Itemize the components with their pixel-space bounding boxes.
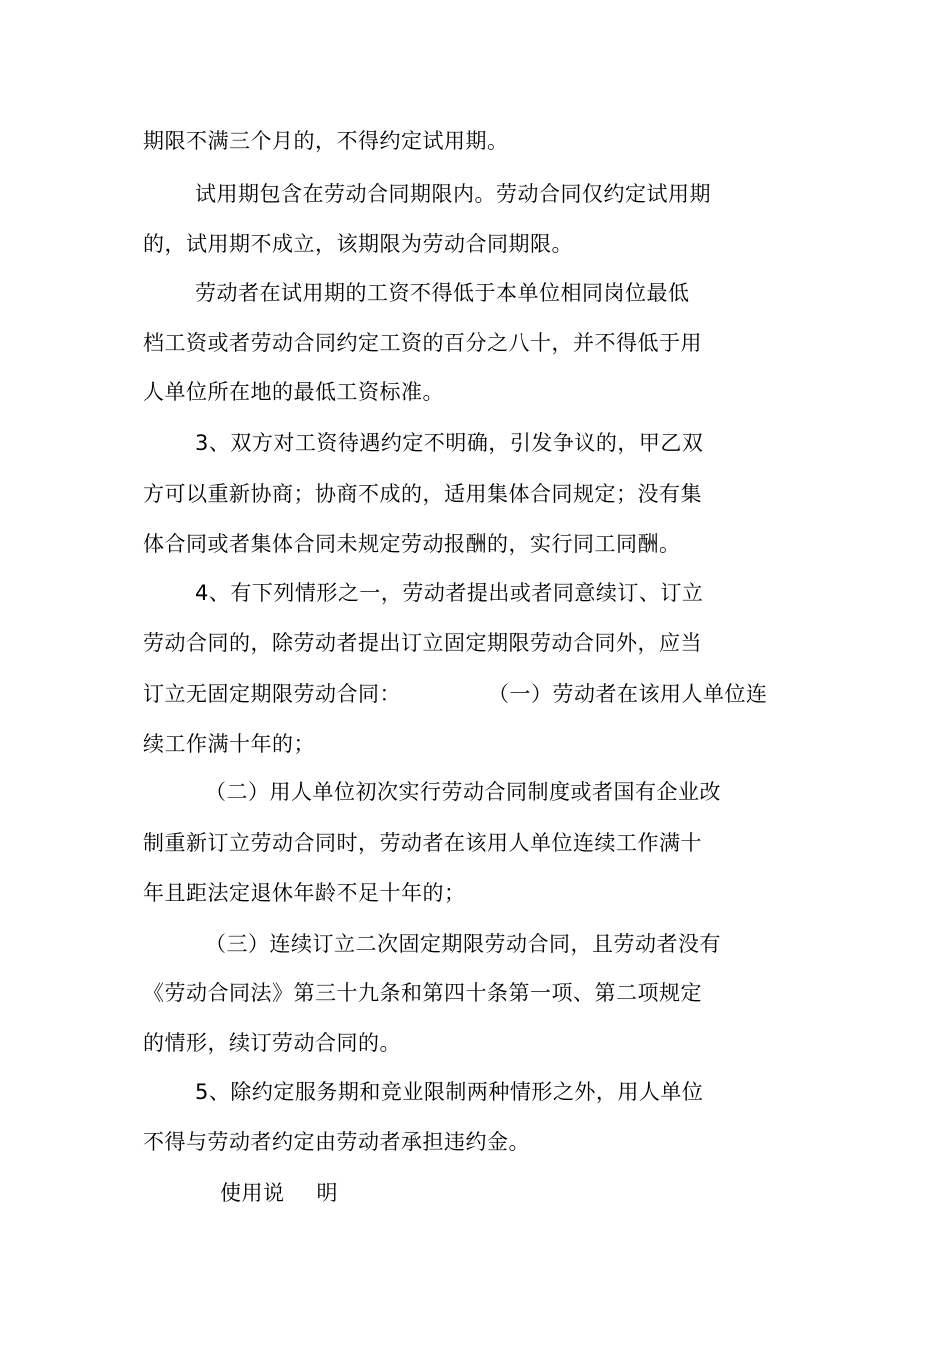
paragraph-line: 的情形，续订劳动合同的。 <box>143 1031 401 1055</box>
paragraph-line: 3、双方对工资待遇约定不明确，引发争议的，甲乙双 <box>195 431 704 455</box>
paragraph-line: 订立无固定期限劳动合同： <box>143 682 401 706</box>
paragraph-line: （三）连续订立二次固定期限劳动合同，且劳动者没有 <box>205 932 721 956</box>
paragraph-line: 劳动者在试用期的工资不得低于本单位相同岗位最低 <box>195 281 690 305</box>
paragraph-line: 年且距法定退休年龄不足十年的； <box>143 881 466 905</box>
footer-title-part1: 使用说 <box>220 1181 285 1205</box>
paragraph-line: （一）劳动者在该用人单位连 <box>488 682 768 706</box>
paragraph-line: 劳动合同的，除劳动者提出订立固定期限劳动合同外，应当 <box>143 631 702 655</box>
paragraph-line: 的，试用期不成立，该期限为劳动合同期限。 <box>143 232 573 256</box>
paragraph-line: 人单位所在地的最低工资标准。 <box>143 380 444 404</box>
paragraph-line: 档工资或者劳动合同约定工资的百分之八十，并不得低于用 <box>143 331 702 355</box>
paragraph-line: 期限不满三个月的，不得约定试用期。 <box>143 129 509 153</box>
footer-title-part2: 明 <box>316 1181 338 1205</box>
paragraph-line: 5、除约定服务期和竞业限制两种情形之外，用人单位 <box>195 1080 704 1104</box>
paragraph-line: 续工作满十年的； <box>143 732 315 756</box>
paragraph-line: 体合同或者集体合同未规定劳动报酬的，实行同工同酬。 <box>143 532 681 556</box>
paragraph-line: 试用期包含在劳动合同期限内。劳动合同仅约定试用期 <box>195 182 711 206</box>
paragraph-line: 方可以重新协商；协商不成的，适用集体合同规定；没有集 <box>143 482 702 506</box>
paragraph-line: 《劳动合同法》第三十九条和第四十条第一项、第二项规定 <box>143 981 702 1005</box>
footer-title <box>220 1179 338 1207</box>
paragraph-line: （二）用人单位初次实行劳动合同制度或者国有企业改 <box>205 780 721 804</box>
paragraph-line: 4、有下列情形之一，劳动者提出或者同意续订、订立 <box>195 581 704 605</box>
paragraph-line: 不得与劳动者约定由劳动者承担违约金。 <box>143 1130 530 1154</box>
paragraph-line: 制重新订立劳动合同时，劳动者在该用人单位连续工作满十 <box>143 831 702 855</box>
